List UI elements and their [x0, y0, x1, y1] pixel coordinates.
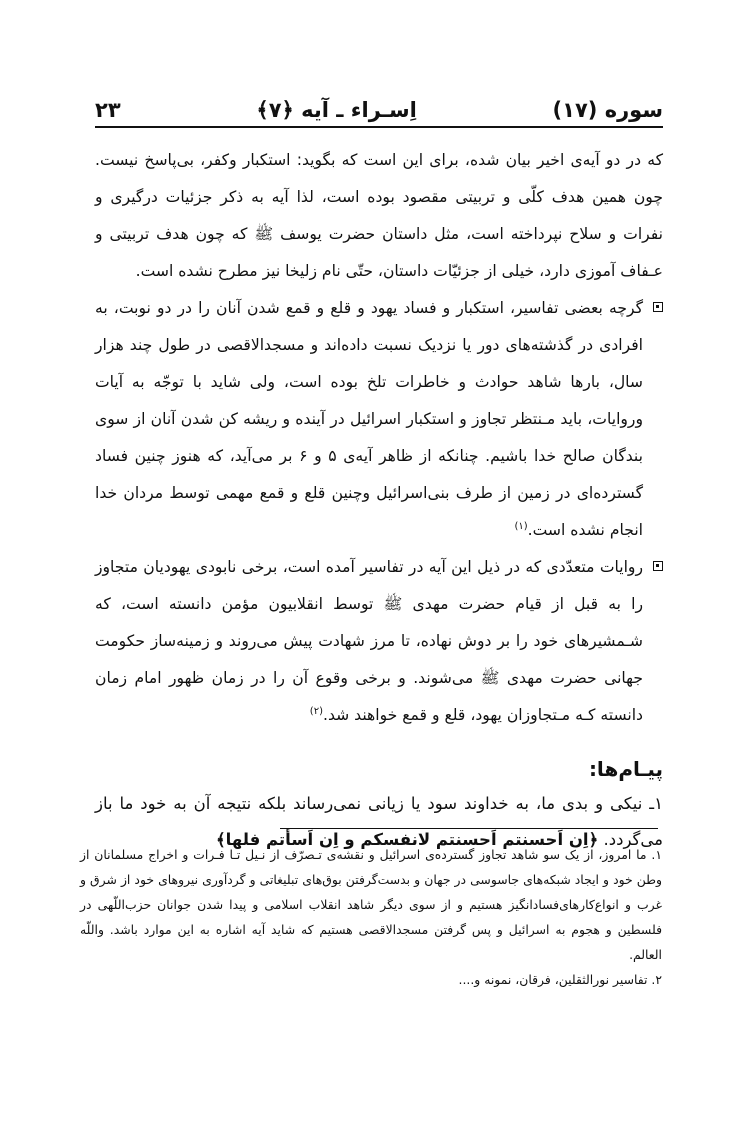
footnotes: [80, 842, 662, 992]
page-number: ۲۳: [95, 98, 121, 122]
square-bullet-icon: [653, 302, 663, 312]
messages-heading: پيـام‌ها:: [588, 757, 663, 781]
footnote-ref-2[interactable]: (۲): [309, 705, 323, 717]
footnote-divider: [280, 828, 658, 829]
bullet-text-1: گرچه بعضی تفاسير، استكبار و فساد يهود و قلع و قمع شدن آنان را در دو نوبت، به افرادی در گذشته‌های دور يا نزديک نسبت داده‌اند و مسجدالاقصی در طول چند هزار سال، بارها شاهد حوادث و خاطرات تلخ بوده است، ولی شايد با توجّه به آيات وروايات، بايد مـنتظر تجاوز و استكبار اسرائيل در آينده و ريشه كن شدن آنان از سوی بندگان صالح خدا باشيم. چنانكه از ظاهر آيه‌ی ۵ و ۶ بر می‌آيد، كه هنوز چنين فساد گسترده‌ای در زمين از طرف بنی‌اسرائيل وچنين قلع و قمع مهمی توسط مردان خدا انجام نشده است.: [95, 299, 643, 539]
page: [95, 88, 663, 858]
bullet-text-2: روايات متعدّدی كه در ذيل اين آيه در تفاسير آمده است، برخی نابودی يهوديان متجاوز را به قبل از قيام حضرت مهدی ﷺ توسط انقلابيون مؤمن دانسته است، كه شـمشيرهای خود را بر دوش نهاده، تا مرز شهادت پيش می‌روند و زمينه‌ساز حكومت جهانی حضرت مهدی ﷺ می‌شوند. و برخی وقوع آن را در زمان ظهور امام زمان دانسته كـه مـتجاوزان يهود، قلع و قمع خواهند شد.: [95, 558, 643, 724]
square-bullet-icon: [653, 561, 663, 571]
header-divider: [95, 126, 663, 128]
main-text: [95, 142, 663, 858]
footnote-2: ۲. تفاسير نورالثقلين، فرقان، نمونه و....: [458, 972, 662, 987]
footnote-ref-1[interactable]: (۱): [514, 520, 528, 532]
running-header: [95, 88, 663, 122]
footnote-1: ۱. ما امروز، از يک سو شاهد تجاوز گسترده‌ی اسرائيل و نقشه‌ی تـصرّف از نـيل تـا فـرات و اخراج مسلمانان از وطن خود و ايجاد شبكه‌های جاسوسی در جهان و بدست‌گرفتن بوق‌های تبليغاتی و گردآوری نيروهای خود از شرق و غرب و انواع‌كارهای‌فسادانگيز هستيم و از سوی ديگر شاهد انقلاب اسلامی و پيدا شدن جوانان حزب‌اللّهی در فلسطين و هجوم به اسرائيل و پس گرفتن مسجدالاقصی هستيم كه شايد آيه اشاره به اين موارد باشد. واللّه العالم.: [80, 847, 662, 962]
bullet-paragraph-2: [95, 549, 663, 734]
paragraph-intro: كه در دو آيه‌ی اخير بيان شده، برای اين است كه بگويد: استكبار وكفر، بی‌پاسخ نيست. چون همين هدف كلّی و تربيتی مقصود بوده است، لذا آيه به ذكر جزئيات درگيری و نفرات و سلاح نپرداخته است، مثل داستان حضرت يوسف ﷺ كه چون هدف تربيتی و عـفاف آموزی دارد، خيلی از جزئيّات داستان، حتّی نام زليخا نيز مطرح نشده است.: [95, 151, 663, 280]
quran-quote: ﴿اِن اَحسنتم اَحسنتم لانفسكم و اِن اَسأتم فلها﴾: [215, 830, 599, 849]
surah-title: سوره (۱۷): [552, 98, 663, 122]
ayah-title: اِسـراء ـ آيه ﴿۷﴾: [256, 98, 417, 122]
bullet-paragraph-1: [95, 290, 663, 549]
message-item-1-text: ۱ـ نيكی و بدی ما، به خداوند سود يا زيانی نمی‌رساند بلكه نتيجه آن به خود ما باز می‌گردد.: [95, 794, 663, 849]
